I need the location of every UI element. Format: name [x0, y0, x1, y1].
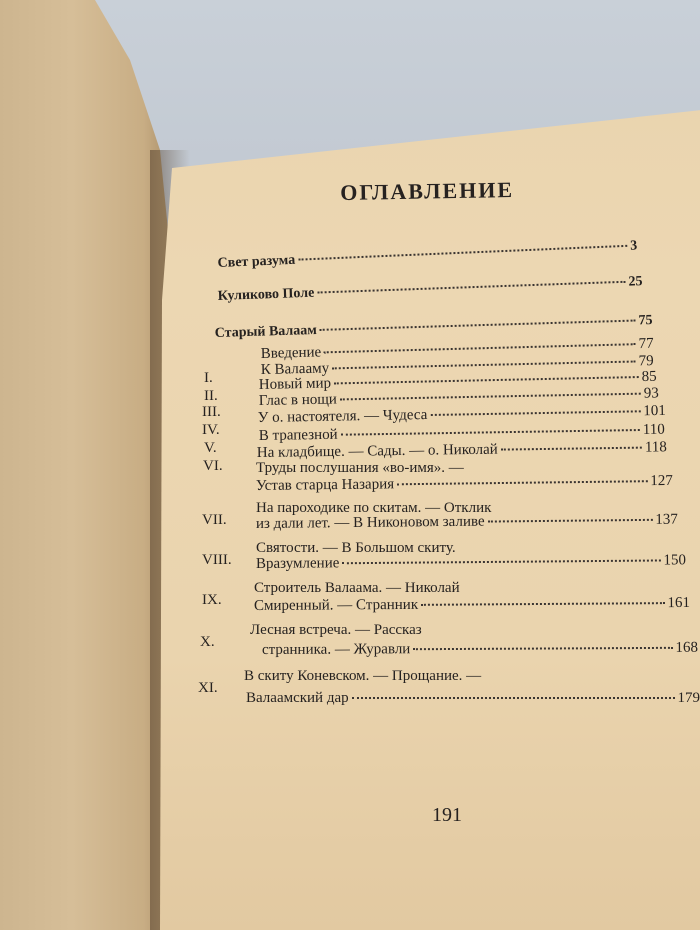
toc-entry	[262, 640, 698, 659]
chapter-number: VIII.	[202, 552, 232, 568]
leader-dots	[342, 559, 660, 564]
entry-page: 25	[628, 274, 643, 290]
entry-page: 110	[642, 421, 665, 438]
chapter-number: V.	[204, 440, 217, 456]
entry-label: Старый Валаам	[214, 322, 318, 342]
entry-label: У о. настоятеля. — Чудеса	[257, 407, 428, 427]
entry-label: из дали лет. — В Никоновом заливе	[255, 513, 485, 533]
entry-page: 150	[663, 552, 686, 569]
entry-page: 85	[641, 368, 657, 385]
entry-page: 137	[655, 511, 678, 528]
chapter-title-line: Труды послушания «во-имя». —	[256, 460, 464, 476]
leader-dots	[488, 519, 653, 523]
entry-page: 93	[643, 385, 659, 402]
leader-dots	[430, 410, 640, 416]
leader-dots	[421, 602, 664, 606]
entry-page: 179	[677, 690, 700, 706]
leader-dots	[501, 447, 642, 451]
leader-dots	[298, 245, 627, 261]
leader-dots	[397, 480, 647, 485]
chapter-number: III.	[202, 404, 221, 420]
entry-label: В трапезной	[258, 426, 338, 445]
entry-label: На кладбище. — Сады. — о. Николай	[256, 441, 498, 462]
entry-page: 168	[675, 639, 698, 656]
chapter-number: IV.	[202, 422, 220, 438]
leader-dots	[413, 647, 672, 650]
entry-label: Валаамский дар	[246, 690, 349, 706]
entry-page: 161	[667, 594, 690, 612]
leader-dots	[352, 697, 675, 699]
entry-label: Куликово Поле	[217, 285, 315, 305]
entry-page: 127	[650, 472, 673, 490]
toc-entry	[256, 552, 686, 573]
entry-page: 77	[638, 335, 654, 353]
entry-label: Глас в нощи	[258, 391, 338, 410]
leader-dots	[341, 429, 640, 436]
entry-label: Новый мир	[258, 375, 332, 394]
toc-entry	[256, 512, 678, 533]
entry-label: Вразумление	[255, 555, 340, 573]
entry-label: Свет разума	[217, 252, 296, 272]
chapter-title-line: На пароходике по скитам. — Отклик	[256, 500, 492, 516]
entry-label: странника. — Журавли	[261, 641, 411, 658]
chapter-title-line: Святости. — В Большом скиту.	[256, 540, 456, 556]
entry-label: Введение	[260, 344, 322, 363]
entry-page: 79	[638, 353, 654, 370]
entry-label: Устав старца Назария	[255, 476, 395, 495]
chapter-number: XI.	[198, 680, 218, 696]
entry-page: 101	[643, 402, 666, 420]
chapter-title-line: Строитель Валаама. — Николай	[254, 580, 460, 596]
leader-dots	[320, 320, 636, 331]
chapter-title-line: Лесная встреча. — Рассказ	[250, 622, 422, 638]
entry-label: Смиренный. — Странник	[253, 596, 419, 614]
entry-page: 3	[629, 238, 638, 254]
chapter-number: II.	[204, 388, 218, 404]
leader-dots	[317, 281, 625, 294]
entry-page: 118	[644, 439, 667, 456]
toc-entry	[254, 595, 690, 615]
page-number: 191	[432, 804, 462, 826]
chapter-title-line: В скиту Коневском. — Прощание. —	[244, 668, 482, 684]
leader-dots	[332, 360, 636, 369]
entry-page: 75	[638, 313, 653, 329]
chapter-number: I.	[204, 370, 213, 386]
toc-entry-section	[217, 274, 642, 305]
toc-title: ОГЛАВЛЕНИЕ	[340, 176, 515, 205]
chapter-number: VII.	[202, 512, 227, 528]
entry-label: К Валааму	[260, 360, 330, 379]
chapter-number: X.	[200, 634, 215, 650]
toc-entry	[246, 690, 700, 707]
leader-dots	[340, 393, 641, 401]
toc-entry-section	[217, 238, 637, 272]
chapter-number: VI.	[203, 458, 223, 474]
leader-dots	[334, 376, 639, 384]
leader-dots	[324, 343, 635, 353]
chapter-number: IX.	[202, 592, 222, 608]
